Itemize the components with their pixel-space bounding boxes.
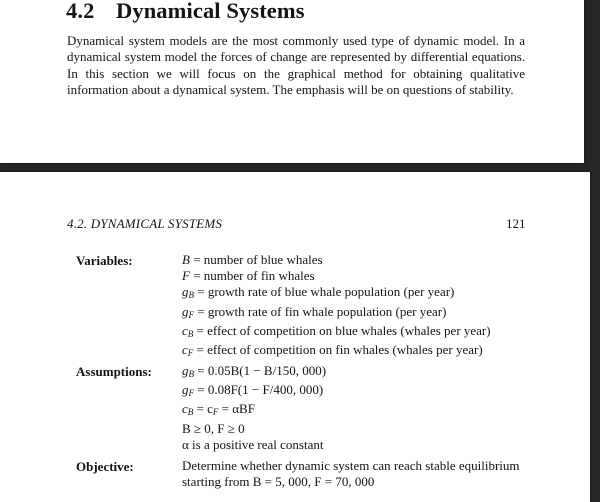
variable-line: $c_B$ = effect of competition on blue whales (whales per year) (182, 322, 491, 339)
assumptions-list (182, 363, 326, 453)
objective-line: starting from B = 5, 000, F = 70, 000 (182, 474, 375, 490)
variable-line: $c_F$ = effect of competition on fin whales (whales per year) (182, 342, 483, 359)
variable-line: F = number of fin whales (182, 268, 315, 284)
section-title: Dynamical Systems (116, 0, 305, 23)
variable-line: B = number of blue whales (182, 252, 323, 267)
bottom-page (0, 172, 590, 502)
assumption-nonnegative: B ≥ 0, F ≥ 0 (182, 420, 245, 436)
assumption-gF: $g_F = 0.08F(1 - F/400$, 000) (182, 382, 324, 399)
variable-line: $g_B$ = growth rate of blue whale population (per year) (182, 284, 455, 301)
assumption-competition: $c_B = c_F = \alpha BF$ (182, 401, 255, 418)
objective-text (182, 458, 520, 490)
assumption-alpha: α is a positive real constant (182, 436, 324, 452)
objective-line: Determine whether dynamic system can reach stable equilibrium (182, 458, 520, 473)
section-number: 4.2 (66, 0, 95, 23)
variable-line: $g_F$ = growth rate of fin whale population (per year) (182, 303, 447, 320)
objective-label: Objective: (76, 459, 134, 474)
assumption-gB: $g_B = 0.05B(1 - B/150$, 000) (182, 363, 327, 379)
section-heading (66, 0, 305, 24)
intro-paragraph: Dynamical system models are the most commonly used type of dynamic model. In a dynamical system model the forces of change are represented by differential equations. In this section we will focus on the graphical method for obtaining qualitative information about a dynamical system. The emphasis will be on questions of stability. (67, 33, 525, 98)
page-number: 121 (506, 216, 526, 231)
variables-list (182, 252, 491, 361)
top-page (0, 0, 584, 163)
running-head: 4.2. DYNAMICAL SYSTEMS (67, 216, 223, 231)
assumptions-label: Assumptions: (76, 364, 152, 379)
variables-label: Variables: (76, 253, 133, 268)
